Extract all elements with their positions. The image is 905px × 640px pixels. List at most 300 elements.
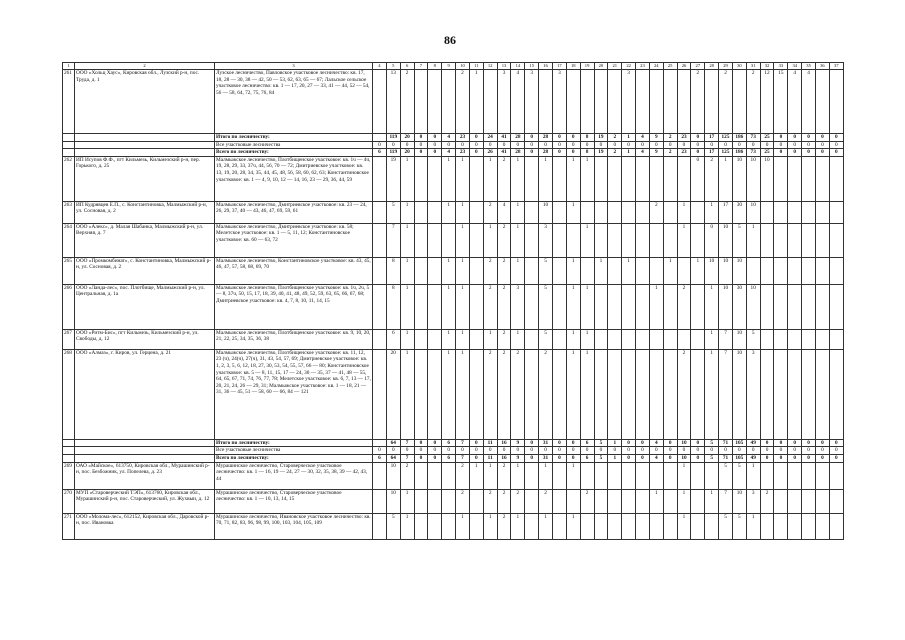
value-cell: 1	[566, 257, 580, 284]
value-cell	[816, 156, 830, 201]
value-cell	[525, 223, 539, 257]
value-cell: 4	[497, 201, 511, 223]
row-number	[63, 149, 75, 157]
value-cell: 0	[552, 149, 566, 157]
value-cell: 10	[719, 257, 733, 284]
value-cell: 1	[400, 257, 414, 284]
table-row	[63, 329, 844, 349]
value-cell	[552, 223, 566, 257]
value-cell	[774, 489, 788, 513]
row-number	[63, 454, 75, 462]
value-cell	[788, 257, 802, 284]
column-number: 8	[428, 63, 442, 70]
value-cell: 2	[497, 462, 511, 489]
value-cell: 2	[511, 349, 525, 439]
value-cell: 1	[580, 329, 594, 349]
value-cell	[525, 489, 539, 513]
value-cell: 0	[566, 447, 580, 455]
value-cell	[636, 257, 650, 284]
column-number: 2	[75, 63, 215, 70]
value-cell: 1	[691, 257, 705, 284]
value-cell: 0	[552, 447, 566, 455]
total-label: Всего по лесничеству:	[215, 149, 373, 157]
value-cell: 1	[483, 462, 497, 489]
value-cell: 0	[566, 454, 580, 462]
value-cell	[442, 462, 456, 489]
value-cell: 16	[497, 439, 511, 447]
value-cell	[525, 462, 539, 489]
column-number: 3	[215, 63, 373, 70]
value-cell: 6	[373, 454, 387, 462]
value-cell	[469, 349, 483, 439]
value-cell: 125	[719, 134, 733, 142]
value-cell: 0	[414, 454, 428, 462]
column-number: 37	[829, 63, 843, 70]
row-number: 262	[63, 156, 75, 201]
value-cell: 1	[456, 349, 470, 439]
value-cell	[746, 257, 760, 284]
value-cell: 0	[400, 141, 414, 149]
value-cell: 11	[483, 454, 497, 462]
value-cell: 1	[539, 156, 553, 201]
value-cell: 0	[386, 141, 400, 149]
value-cell: 1	[566, 462, 580, 489]
value-cell	[442, 70, 456, 134]
column-number: 29	[719, 63, 733, 70]
value-cell	[802, 349, 816, 439]
value-cell: 1	[469, 70, 483, 134]
total-label: Итого по лесничеству:	[215, 439, 373, 447]
value-cell	[608, 513, 622, 539]
value-cell: 0	[816, 141, 830, 149]
value-cell: 5	[539, 284, 553, 329]
value-cell: 41	[497, 134, 511, 142]
value-cell	[580, 462, 594, 489]
column-number: 19	[580, 63, 594, 70]
value-cell: 0	[802, 454, 816, 462]
organization-cell: ООО «Алмаз», г. Киров, ул. Герцена, д. 21	[75, 349, 215, 439]
value-cell: 1	[677, 201, 691, 223]
value-cell: 2	[663, 134, 677, 142]
value-cell: 1	[705, 349, 719, 439]
total-label: Все участковые лесничества	[215, 141, 373, 149]
value-cell: 5	[719, 513, 733, 539]
value-cell: 0	[622, 454, 636, 462]
value-cell	[483, 70, 497, 134]
value-cell	[649, 156, 663, 201]
value-cell: 1	[456, 513, 470, 539]
total-row	[63, 439, 844, 447]
value-cell: 0	[816, 134, 830, 142]
value-cell: 0	[788, 439, 802, 447]
column-number: 34	[788, 63, 802, 70]
value-cell	[525, 329, 539, 349]
value-cell: 1	[456, 201, 470, 223]
value-cell: 0	[594, 447, 608, 455]
row-number: 268	[63, 349, 75, 439]
value-cell: 0	[774, 149, 788, 157]
value-cell: 1	[400, 223, 414, 257]
column-number: 4	[373, 63, 387, 70]
value-cell: 10	[386, 489, 400, 513]
value-cell	[552, 489, 566, 513]
value-cell: 0	[428, 454, 442, 462]
value-cell: 1	[719, 156, 733, 201]
value-cell: 3	[539, 223, 553, 257]
value-cell: 0	[705, 141, 719, 149]
organization-cell	[75, 134, 215, 142]
value-cell	[469, 201, 483, 223]
value-cell: 0	[414, 439, 428, 447]
value-cell	[414, 156, 428, 201]
value-cell	[829, 462, 843, 489]
value-cell	[788, 513, 802, 539]
value-cell: 0	[525, 439, 539, 447]
value-cell: 3	[746, 349, 760, 439]
value-cell: 0	[746, 141, 760, 149]
value-cell: 0	[636, 141, 650, 149]
value-cell: 7	[456, 439, 470, 447]
value-cell: 7	[456, 454, 470, 462]
value-cell: 0	[428, 141, 442, 149]
value-cell	[829, 156, 843, 201]
header-row	[63, 63, 844, 70]
value-cell: 16	[497, 454, 511, 462]
value-cell	[691, 284, 705, 329]
value-cell: 5	[539, 329, 553, 349]
value-cell: 23	[677, 134, 691, 142]
value-cell: 7	[719, 349, 733, 439]
value-cell	[829, 329, 843, 349]
value-cell	[428, 201, 442, 223]
value-cell: 0	[691, 134, 705, 142]
value-cell: 1	[746, 462, 760, 489]
value-cell: 0	[760, 141, 774, 149]
value-cell: 0	[774, 141, 788, 149]
value-cell: 2	[746, 70, 760, 134]
value-cell	[580, 513, 594, 539]
row-number: 265	[63, 257, 75, 284]
value-cell: 1	[400, 156, 414, 201]
value-cell	[774, 201, 788, 223]
value-cell: 0	[428, 149, 442, 157]
page-number: 86	[444, 33, 456, 47]
value-cell	[414, 462, 428, 489]
value-cell	[428, 513, 442, 539]
value-cell: 2	[497, 513, 511, 539]
value-cell: 0	[788, 447, 802, 455]
value-cell	[608, 70, 622, 134]
value-cell: 1	[442, 257, 456, 284]
value-cell	[663, 462, 677, 489]
value-cell: 0	[552, 439, 566, 447]
value-cell	[469, 223, 483, 257]
value-cell	[705, 462, 719, 489]
value-cell	[442, 223, 456, 257]
value-cell: 0	[802, 141, 816, 149]
value-cell	[760, 223, 774, 257]
column-number: 16	[539, 63, 553, 70]
value-cell	[552, 201, 566, 223]
value-cell: 0	[636, 447, 650, 455]
value-cell: 9	[511, 454, 525, 462]
value-cell	[829, 284, 843, 329]
value-cell: 1	[746, 513, 760, 539]
value-cell: 1	[608, 454, 622, 462]
value-cell	[691, 201, 705, 223]
value-cell	[788, 284, 802, 329]
forest-area-cell: Малмыжское лесничество, Плотбищенское участковое: кв. 1ч, 2ч, 5 — 8, 37ч, 50, 15, 17, 18, 39, 40, 41, 48, 49, 52, 59, 63, 65, 66, 67, 68; Дмитриевское участковое: кв. 4, 7, 8, 10, 11, 14, 15	[215, 284, 373, 329]
value-cell: 17	[719, 201, 733, 223]
value-cell: 0	[691, 447, 705, 455]
value-cell: 1	[469, 462, 483, 489]
forestry-table-sheet	[62, 62, 844, 540]
table-row	[63, 70, 844, 134]
organization-cell: ИП Кудрявцев Е.П., с. Константиновка, Малмыжский р-н, ул. Сосновая, д. 2	[75, 201, 215, 223]
total-row	[63, 454, 844, 462]
value-cell: 1	[566, 329, 580, 349]
value-cell	[428, 257, 442, 284]
value-cell: 0	[732, 447, 746, 455]
organization-cell: МУП «Староверческий ТЭП», 613760, Кировская обл., Мурашинский р-н, пос. Староверческий, ул. Жухвыи, д. 12	[75, 489, 215, 513]
value-cell: 0	[525, 149, 539, 157]
value-cell: 1	[649, 489, 663, 513]
value-cell: 0	[469, 447, 483, 455]
value-cell: 10	[705, 257, 719, 284]
value-cell: 1	[608, 439, 622, 447]
value-cell	[580, 70, 594, 134]
value-cell: 0	[636, 439, 650, 447]
value-cell: 0	[760, 454, 774, 462]
total-label: Итого по лесничеству:	[215, 134, 373, 142]
value-cell: 0	[677, 447, 691, 455]
value-cell	[442, 489, 456, 513]
value-cell: 4	[649, 439, 663, 447]
value-cell	[608, 329, 622, 349]
value-cell	[829, 201, 843, 223]
total-label: Всего по лесничеству:	[215, 454, 373, 462]
value-cell	[774, 223, 788, 257]
value-cell: 1	[511, 257, 525, 284]
value-cell	[373, 489, 387, 513]
value-cell: 7	[719, 329, 733, 349]
table-row	[63, 156, 844, 201]
value-cell: 19	[594, 149, 608, 157]
organization-cell: ООО «Ритм-Бис», пгт Кильмезь, Кильмезский р-н, ул. Свободы, д. 12	[75, 329, 215, 349]
value-cell	[428, 284, 442, 329]
subtotal-row	[63, 141, 844, 149]
value-cell: 0	[705, 223, 719, 257]
value-cell	[816, 284, 830, 329]
value-cell	[622, 223, 636, 257]
column-number: 26	[677, 63, 691, 70]
value-cell: 1	[456, 257, 470, 284]
value-cell: 49	[746, 439, 760, 447]
value-cell: 0	[788, 134, 802, 142]
value-cell	[649, 257, 663, 284]
value-cell: 0	[552, 134, 566, 142]
organization-cell	[75, 454, 215, 462]
value-cell: 0	[594, 141, 608, 149]
value-cell	[760, 329, 774, 349]
forestry-table	[62, 62, 844, 540]
value-cell: 0	[580, 447, 594, 455]
value-cell: 0	[497, 141, 511, 149]
value-cell: 2	[497, 156, 511, 201]
value-cell: 0	[829, 141, 843, 149]
value-cell: 0	[525, 454, 539, 462]
value-cell: 0	[414, 447, 428, 455]
value-cell: 1	[442, 156, 456, 201]
value-cell: 0	[816, 439, 830, 447]
row-number: 269	[63, 462, 75, 489]
value-cell	[373, 284, 387, 329]
value-cell	[802, 201, 816, 223]
value-cell: 0	[373, 141, 387, 149]
value-cell: 6	[580, 454, 594, 462]
value-cell	[816, 201, 830, 223]
value-cell	[469, 257, 483, 284]
value-cell: 19	[594, 134, 608, 142]
value-cell	[552, 462, 566, 489]
value-cell	[760, 284, 774, 329]
column-number: 32	[760, 63, 774, 70]
value-cell: 1	[677, 513, 691, 539]
value-cell	[829, 513, 843, 539]
value-cell: 1	[622, 149, 636, 157]
value-cell: 2	[497, 284, 511, 329]
value-cell: 0	[746, 447, 760, 455]
column-number: 15	[525, 63, 539, 70]
value-cell: 1	[483, 223, 497, 257]
column-number: 27	[691, 63, 705, 70]
value-cell: 0	[400, 447, 414, 455]
value-cell	[414, 349, 428, 439]
value-cell: 0	[525, 141, 539, 149]
value-cell: 1	[580, 223, 594, 257]
value-cell: 30	[732, 284, 746, 329]
value-cell	[691, 462, 705, 489]
forest-area-cell: Малмыжское лесничество, Плотбищенское участковое: кв. 1ч — 4ч, 19, 28, 29, 33, 37ч, 44, 56, 70 — 72; Дмитриевское участковое: кв. 13, 19, 20, 28, 34, 35, 44, 45, 48, 56, 58, 60, 62, 63; Константиновское участковое: кв. 1 — 4, 9, 10, 12 — 14, 16, 23 — 29, 36, 44, 59	[215, 156, 373, 201]
value-cell: 1	[511, 156, 525, 201]
value-cell	[760, 201, 774, 223]
value-cell	[636, 156, 650, 201]
value-cell: 3	[497, 70, 511, 134]
value-cell: 0	[663, 439, 677, 447]
value-cell: 1	[511, 462, 525, 489]
value-cell: 0	[802, 447, 816, 455]
value-cell: 105	[732, 454, 746, 462]
value-cell	[691, 349, 705, 439]
value-cell: 0	[829, 454, 843, 462]
value-cell	[677, 156, 691, 201]
value-cell: 0	[663, 447, 677, 455]
value-cell: 13	[386, 70, 400, 134]
value-cell: 2	[483, 201, 497, 223]
value-cell: 8	[580, 149, 594, 157]
value-cell	[663, 201, 677, 223]
value-cell	[622, 201, 636, 223]
row-number: 266	[63, 284, 75, 329]
value-cell	[816, 329, 830, 349]
value-cell: 3	[552, 70, 566, 134]
value-cell: 4	[802, 70, 816, 134]
value-cell	[373, 201, 387, 223]
value-cell	[636, 349, 650, 439]
value-cell	[608, 462, 622, 489]
value-cell	[829, 223, 843, 257]
value-cell: 0	[705, 447, 719, 455]
column-number: 21	[608, 63, 622, 70]
value-cell	[829, 257, 843, 284]
value-cell	[663, 70, 677, 134]
value-cell: 2	[483, 489, 497, 513]
value-cell: 125	[719, 149, 733, 157]
value-cell: 0	[566, 439, 580, 447]
value-cell: 2	[663, 149, 677, 157]
value-cell	[691, 513, 705, 539]
value-cell	[594, 489, 608, 513]
value-cell	[414, 489, 428, 513]
value-cell: 24	[483, 134, 497, 142]
value-cell	[566, 489, 580, 513]
value-cell: 2	[497, 257, 511, 284]
value-cell: 1	[442, 329, 456, 349]
value-cell	[594, 329, 608, 349]
value-cell: 23	[677, 149, 691, 157]
value-cell: 2	[608, 134, 622, 142]
column-number: 36	[816, 63, 830, 70]
value-cell: 0	[539, 141, 553, 149]
value-cell: 0	[816, 149, 830, 157]
value-cell: 0	[788, 149, 802, 157]
value-cell: 2	[705, 156, 719, 201]
value-cell: 2	[649, 201, 663, 223]
value-cell: 1	[566, 201, 580, 223]
value-cell: 0	[511, 447, 525, 455]
value-cell	[608, 489, 622, 513]
value-cell: 1	[649, 284, 663, 329]
row-number: 267	[63, 329, 75, 349]
value-cell: 7	[719, 489, 733, 513]
value-cell: 1	[400, 284, 414, 329]
value-cell	[663, 489, 677, 513]
value-cell	[594, 70, 608, 134]
forest-area-cell: Мурашинское лесничество, Староверческое участковое лесничество: кв. 1 — 10, 13, 14, 15	[215, 489, 373, 513]
value-cell: 119	[386, 149, 400, 157]
value-cell	[594, 462, 608, 489]
value-cell	[802, 462, 816, 489]
column-number: 17	[552, 63, 566, 70]
value-cell: 1	[677, 462, 691, 489]
value-cell	[525, 201, 539, 223]
value-cell: 23	[456, 134, 470, 142]
value-cell: 1	[580, 284, 594, 329]
value-cell: 26	[483, 149, 497, 157]
value-cell: 8	[386, 257, 400, 284]
row-number: 264	[63, 223, 75, 257]
row-number	[63, 439, 75, 447]
value-cell: 0	[691, 454, 705, 462]
value-cell: 0	[469, 439, 483, 447]
value-cell	[373, 257, 387, 284]
value-cell: 31	[539, 439, 553, 447]
value-cell: 0	[580, 141, 594, 149]
value-cell	[774, 513, 788, 539]
value-cell	[802, 156, 816, 201]
value-cell: 6	[442, 439, 456, 447]
organization-cell: ООО «Промкомбинат», с. Константиновка, Малмыжский р-н, ул. Сосновая, д. 2	[75, 257, 215, 284]
